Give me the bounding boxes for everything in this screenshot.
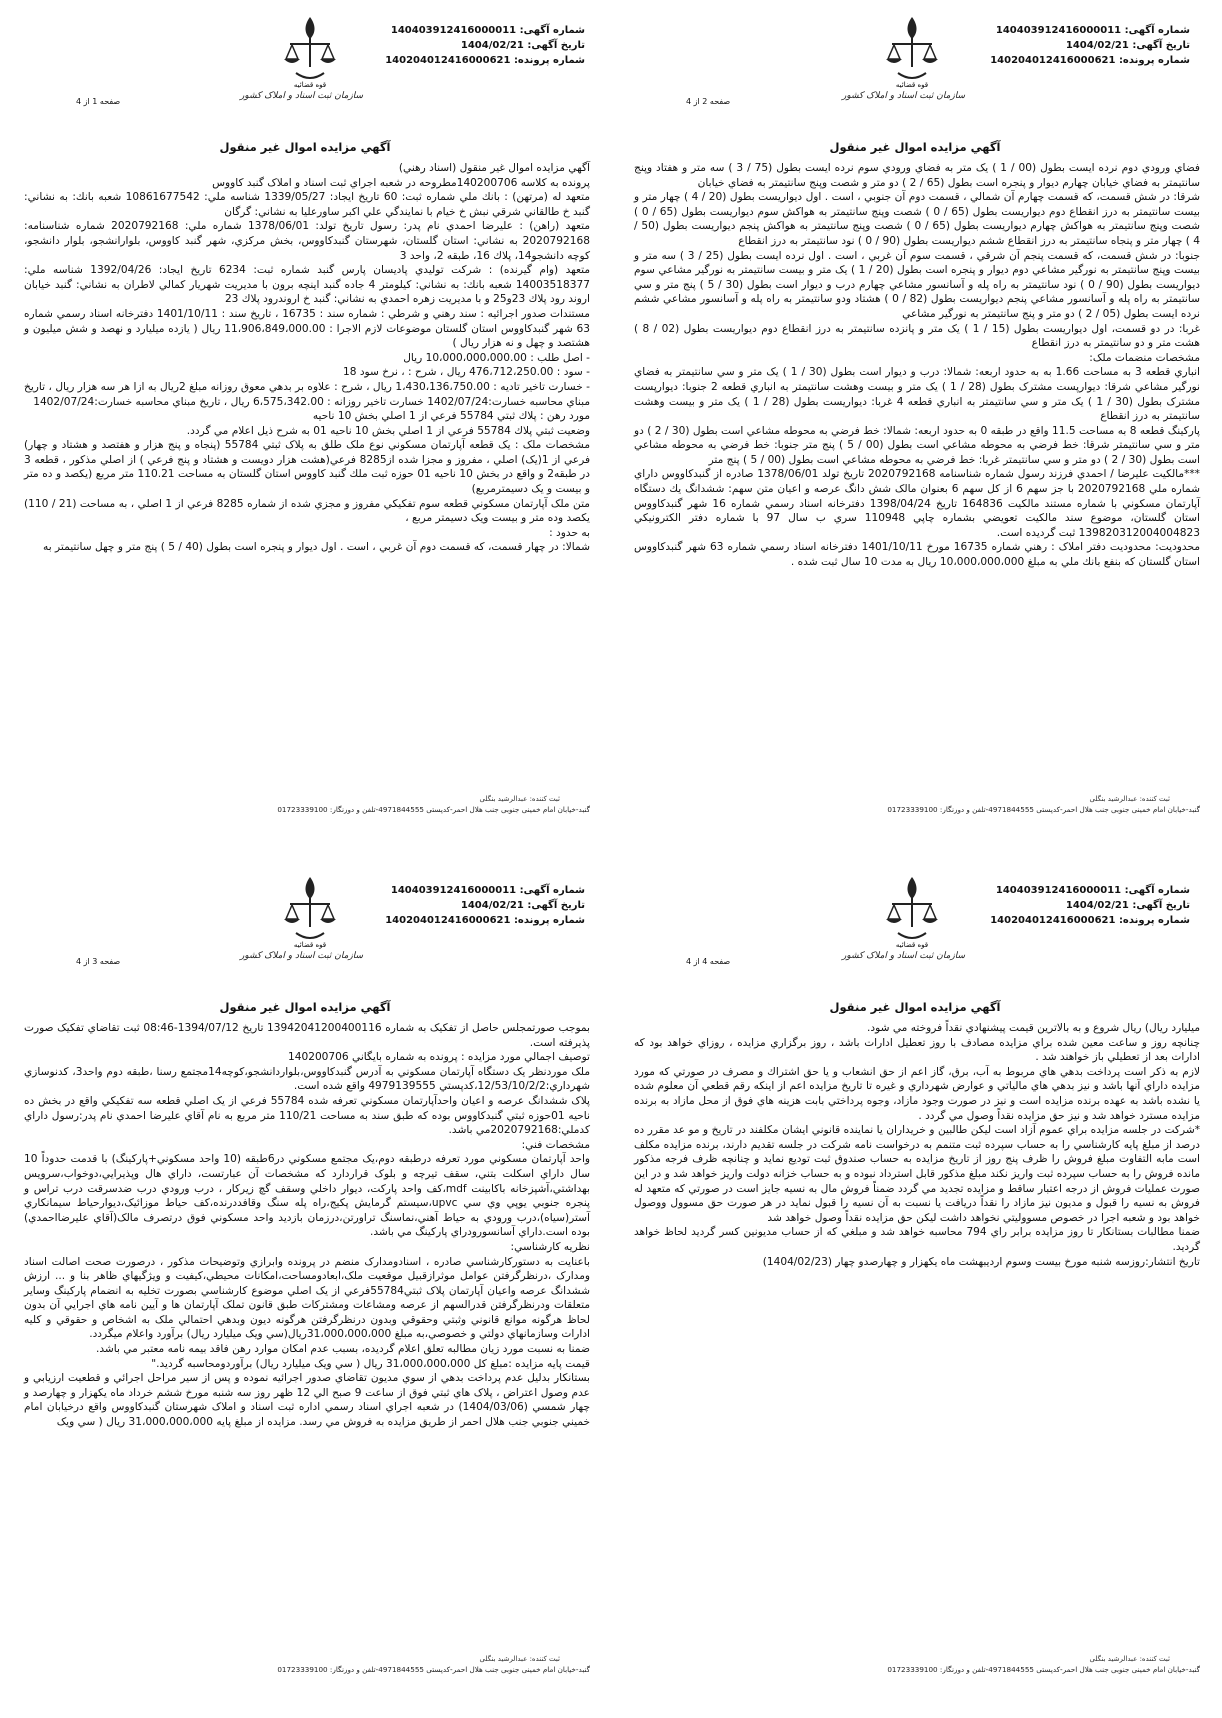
- ad-number-label: شماره آگهی:: [1124, 885, 1190, 896]
- judiciary-emblem-icon: [280, 871, 340, 949]
- paragraph: غربا: در دو قسمت، اول ديواريست بطول (15 / 1 ) يک متر و پانزده سانتيمتر به درز انقطاع دوم ديواريست بطول (02 / 8 ) هشت متر و دو سانتيمتر به درز انقطاع: [634, 322, 1200, 350]
- paragraph: مورد رهن : پلاك ثبتي 55784 فرعي از 1 اصلي بخش 10 ناحيه: [312, 410, 590, 423]
- emblem-caption: قوه قضائیه: [293, 81, 327, 89]
- notice-title: آگهي مزايده اموال غير منقول: [829, 140, 1001, 154]
- signer: [630, 1655, 1200, 1663]
- paragraph: متعهد له (مرتهن) : بانك ملي شماره ثبت: 60 تاريخ ايجاد: 1339/05/27 شناسه ملي: 10861677542 شعبه بانك: به نشاني: گنبد خ طالقاني شرقي نبش خ خيام با نمايندگي علي اكبر ساورعليا به نشاني: گرگان: [24, 191, 590, 218]
- ad-number-value: 140403912416000011: [995, 885, 1122, 896]
- ad-date-row: [975, 38, 1190, 53]
- paragraph: *شرکت در جلسه مزايده براي عموم آزاد است ليکن طالبين و خريداران يا نماينده قانوني ايشان مکلفند در تاريخ و مو عد مقرر ده درصد از مبلغ پايه کارشناسي را به حساب سپرده ثبت متنمم به درخواست نامه شركت در جلسه تقديم دارند، برنده مزايده مکلف است مابه التفاوت مبلغ فروش را ظرف پنج روز از تاريخ مزايده به حساب صندوق ثبت توديع نمايد و چنانچه ظرف فرجه مذکور مانده فروش را به حساب سپرده ثبت واريز نكند مبلغ مذکور قابل استرداد نبوده و به حساب خزانه دولت واريز خواهد شد و در اين صورت عمليات فروش از درجه اعتبار ساقط و مزايده تجديد مي گردد ضمناً فروش مال به نسيه جايز است در صورتي كه متعهد له فروش به نسيه را قبول و مديون نيز مازاد را نقداً دريافت يا نسبت به آن نسيه را قبول نمايد در هر صورت حق مسوول ووصول خواهد بود و شعبه اجرا در خصوص مسوولیتي نخواهد داشت ليکن حق مزايده نقداً وصول خواهد شد: [634, 1124, 1200, 1224]
- ad-number-row: [385, 23, 585, 38]
- file-number-row: [385, 913, 585, 928]
- file-number-label: شماره پرونده:: [1118, 55, 1190, 66]
- emblem-caption: قوه قضائیه: [895, 81, 929, 89]
- paragraph: فضاي ورودي دوم نرده ايست بطول (00 / 1 ) يک متر به فضاي ورودي سوم نرده ايست بطول (75 / 3 ) سه متر و هفتاد وپنج سانتيمتر به فضاي خيابان چهارم ديوار و پنجره است بطول (65 / 2 ) دو متر و شصت وپنج سانتيمتر به فضاي خيابان: [634, 162, 1200, 189]
- ad-date-label: تاریخ آگهی:: [1132, 40, 1190, 51]
- paragraph: آگهي مزايده اموال غير منقول (اسناد رهني): [398, 162, 590, 174]
- paragraph: مشخصات منضمات ملک:: [1089, 351, 1200, 364]
- paragraph: بستانکار بدليل عدم پرداخت بدهي از سوي مديون تقاضاي صدور اجرائيه نموده و پس از سير مراحل اجرائي و قطعيت ارزيابي و عدم وصول اعتراض ، پلاک هاي ثبتي فوق از ساعت 9 صبح الي 12 ظهر روز سه شنبه مورخ ششم خرداد ماه يکهزار و چهارصد و چهار شمسي (1404/03/06) در شعبه اجراي اسناد رسمي اداره ثبت اسناد و املاک شهرستان گنبدکاووس واقع درخيابان امام خميني جنوبي جنب هلال احمر از طريق مزايده به فروش مي رسد. مزايده از مبلغ پايه 31،000،000،000 ريال ( سي ويک: [24, 1372, 590, 1429]
- ad-date-row: [975, 898, 1190, 913]
- signer: [630, 795, 1200, 803]
- signer: [20, 795, 590, 803]
- paragraph: شرقا: در شش قسمت، که قسمت چهارم آن شمالي ، قسمت دوم آن جنوبي ، است . اول ديواريست بطول (20 / 4 ) چهار متر و بيست سانتيمتر به درز انقطاع دوم ديواريست بطول (65 / 0 ) شصت وپنج سانتيمتر به هواكش سوم ديواريست بطول (65 / 0 ) شصت وپنج سانتيمتر به هواكش چهارم ديواريست بطول (65 / 0 ) شصت وپنج سانتيمتر به هواكش پنجم ديواريست بطول (50 / 4 ) چهار متر و پنجاه سانتيمتر به درز انقطاع ششم ديواريست بطول (90 / 0 ) نود سانتيمتر به درز انقطاع: [634, 191, 1201, 247]
- notice-body: [634, 161, 1200, 570]
- page-header: [620, 5, 1210, 135]
- notice-title: آگهي مزايده اموال غير منقول: [219, 1000, 391, 1014]
- notice-page-3: [10, 865, 600, 1705]
- paragraph: پارکينگ قطعه 8 به مساحت 11.5 واقع در طبقه 0 به حدود اربعه: شمالا: خط فرضي به محوطه مشاعي است بطول (30 / 2 ) دو متر و سي سانتيمتر شرقا: خط فرضي به محوطه مشاعي است بطول (00 / 5 ) پنج متر جنوبا: خط فرضي به محوطه مشاعي است بطول (30 / 2 ) دو متر و سي سانتيمتر غربا: خط فرضي به محوطه مشاعي است بطول (00 / 5 ) پنج متر: [634, 424, 1201, 466]
- paragraph: - سود : 476،712،250.00 ريال ، شرح : ، نرخ سود 18: [342, 366, 590, 379]
- paragraph: وضعيت ثبتي پلاك 55784 فرعي از 1 اصلي بخش 10 ناحيه 01 به شرح ذيل اعلام مي گردد.: [186, 424, 590, 437]
- signer-label: ثبت کننده:: [1139, 795, 1170, 803]
- file-number-row: [975, 53, 1190, 68]
- page-footer: [630, 1655, 1200, 1674]
- paragraph: ضمنا مطالبات بستانکار تا روز مزايده برابر راي 794 محاسبه خواهد شد و مبلغي كه از حساب مديونين كسر گرديد لحاظ خواهد گرديد.: [634, 1226, 1200, 1253]
- signer-name: عبدالرشید بنگلی: [1089, 1655, 1138, 1663]
- paragraph: چنانچه روز و ساعت معين شده براي مزايده مصادف با روز تعطيل ادارات باشد ، روز برگزاري مزايده ، روزاي خواهد بود كه ادارات بعد از تعطيلي باز خواهند شد .: [634, 1036, 1200, 1064]
- paragraph: انباري قطعه 3 به مساحت 1.66 به به حدود اربعه: شمالا: درب و ديوار است بطول (30 / 1 ) يک متر و سي سانتيمتر به فضاي نورگير مشاعي شرقا: ديوارپست مشترک بطول (28 / 1 ) يک متر و بيست وهشت سانتيمتر به انباري قطعه 2 جنوبا: ديوارپست مشترک بطول (30 / 1 ) يک متر و سي سانتيمتر به انباري قطعه 4 غربا: ديواريست بطول (28 / 1 ) يک متر و بيست وهشت سانتيمتر به درز انقطاع: [634, 366, 1201, 423]
- file-number-value: 140204012416000621: [385, 55, 511, 66]
- signer-name: عبدالرشید بنگلی: [479, 1655, 528, 1663]
- paragraph: ضمنا به نسبت مورد زيان مطالبه تعلق اعلام گرديده، بسبب عدم امکان موارد رهن فاقد بيمه نامه معتبر مي باشد.: [95, 1343, 590, 1356]
- org-name: سازمان ثبت اسناد و املاک کشور: [240, 951, 364, 961]
- ad-date-value: 1404/02/21: [1065, 900, 1129, 911]
- paragraph: - اصل طلب : 10،000،000،000.00 ريال: [403, 351, 590, 364]
- paragraph: باعنايت به دستورکارشناسي صادره ، اسنادومدارک منضم در پرونده وابرازي وتوضيحات مذکور ، درصورت صحت اصالت اسناد ومدارک ،درنظرگرفتن عوامل موثرازقبيل موقعيت ملک،ابعادومساحت،امکانات محيطي،کيفيت و ويژگيهاي ظاهر بنا و ... ارزش ششدانگ عرصه واعيان آپارتمان پلاک ثبتي55784فرعي از يک اصلي موضوع کارشناسي بصورت تخليه به انضمام پارکينگ وساير متعلقات ودرنظرگرفتن قدرالسهم از عرصه ومشاعات ومشترکات طبق قانون تملک آپارتمان ها و آيين نامه هاي اجرايي آن بدون لحاظ هرگونه موانع قانوني وثبتي وحقوقي وبدون درنظرگرفتن هرگونه ديون وبدهي احتمالي ملک به اشخاص و حقوقي و کليه ادارات وسازمانهاي دولتي و خصوصي،به مبلغ 31،000،000،000ريال(سي ويک ميليارد ريال) برآورد واعلام ميگردد.: [24, 1255, 590, 1341]
- ad-number-value: 140403912416000011: [995, 25, 1122, 36]
- paragraph: متن ملک آپارتمان مسکوني قطعه سوم تفکيکي مفروز و مجزي شده از شماره 8285 فرعي از 1 اصلي ، به مساحت (21 / 110) يکصد وده متر و بيست ويک دسيمتر مربع ،: [24, 497, 590, 525]
- paragraph: جنوبا: در شش قسمت، كه قسمت پنجم آن شرقي ، قسمت سوم آن غربي ، است . اول نرده ايست بطول (25 / 3 ) سه متر و بيست وپنج سانتيمتر به نورگير مشاعي دوم ديوار و پنجره است بطول (20 / 1 ) يک متر و بيست سانتيمتر به نورگير مشاعي سوم ديواريست بطول (90 / 0 ) نود سانتيمتر به راه پله و آسانسور مشاعي چهارم درب و ديوار است بطول (30 / 5 ) پنج متر و سي سانتيمتر به راه پله و آسانسور مشاعي پنجم ديواريست بطول (82 / 0 ) هشتاد ودو سانتيمتر به راه پله و آسانسور مشاعي ششم نرده ايست بطول (05 / 2 ) دو متر و پنج سانتيمتر به نورگير مشاعي: [634, 249, 1201, 320]
- paragraph: لازم به ذكر است پرداخت بدهي هاي مربوط به آب، برق، گاز اعم از حق انشعاب و يا حق اشتراك و مصرف در صورتي كه مورد مزايده داراي آنها باشد و نيز بدهي هاي مالياتي و عوارض شهرداري و غيره تا تاريخ مزايده اعم از اينكه رقم قطعي آن معلوم شده يا نشده باشد به عهده برنده مزايده است و نيز در صورت وجود مازاد، وجوه پرداختي بابت هزينه هاي فوق از محل مازاد به برنده مزايده مسترد خواهد شد و نيز حق مزايده نقداً وصول مي گردد .: [634, 1065, 1200, 1122]
- judiciary-emblem-icon: [882, 11, 942, 89]
- paragraph: محدوديت: محدوديت دفتر املاک : رهني شماره 16735 مورخ 1401/10/11 دفترخانه اسناد رسمي شماره 63 شهر گنبدكاووس استان گلستان كه بنفع بانك ملي به مبلغ 10،000،000،000 ريال به مدت 10 سال ثبت شده .: [634, 541, 1200, 569]
- paragraph: متعهد (وام گيرنده) : شركت توليدي پاديسان پارس گنبد شماره ثبت: 6234 تاريخ ايجاد: 1392/04/26 شناسه ملي: 14003518377 شعبه بانك: به نشاني: كيلومتر 4 جاده گنبد اينچه برون با مديريت شهريار كمالي لاطران به نشاني: گنبد خيابان اروند رود پلاك 23و25 و با مديريت زهره احمدي به نشاني: گنبد خ اروندرود پلاك 23: [24, 264, 590, 306]
- signer-label: ثبت کننده:: [529, 1655, 560, 1663]
- paragraph: به حدود :: [549, 526, 590, 539]
- paragraph: تاريخ انتشار:روزسه شنبه مورخ بيست وسوم ارديبهشت ماه يکهزار و چهارصدو چهار (1404/02/23): [762, 1255, 1200, 1268]
- paragraph: مستندات صدور اجرائيه : سند رهني و شرطي : شماره سند : 16735 ، تاريخ سند : 1401/10/11 دفترخانه اسناد رسمي شماره 63 شهر گنبدكاووس استان گلستان موضوعات لازم الاجرا : 11،906،849،000.00 ريال ( يازده ميليارد و نهصد و شش ميليون و هشتصد و چهل و نه هزار ريال ): [24, 307, 590, 350]
- ad-date-value: 1404/02/21: [460, 900, 524, 911]
- page-header: [10, 5, 600, 135]
- file-number-value: 140204012416000621: [990, 915, 1116, 926]
- paragraph: شمالا: در چهار قسمت، که قسمت دوم آن غربي ، است . اول ديوار و پنجره است بطول (40 / 5 ) پنج متر و چهل سانتيمتر به: [43, 541, 590, 554]
- notice-page-2: [620, 5, 1210, 845]
- page-footer: [20, 795, 590, 814]
- judiciary-emblem-icon: [280, 11, 340, 89]
- notice-title: آگهي مزايده اموال غير منقول: [829, 1000, 1001, 1014]
- paragraph: توصيف اجمالي مورد مزايده : پرونده به شماره بايگاني 140200706: [287, 1051, 590, 1064]
- notice-meta: [385, 883, 585, 928]
- signer-label: ثبت کننده:: [1139, 1655, 1170, 1663]
- ad-date-row: [385, 38, 585, 53]
- page-number: صفحه 3 از 4: [76, 957, 121, 966]
- paragraph: پلاک ششدانگ عرصه و اعيان واحدآپارتمان مسکوني تعرفه شده 55784 فرعي از يک اصلي قطعه سه تفکيکي واقع در بخش ده ناحيه 01حوزه ثبتي گنبدکاووس بوده که طبق سند به مساحت 110/21 متر مربع به نام آقاي عليرضا احمدي نام پدر:رسول داراي کدملي:2020792168مي باشد.: [24, 1094, 590, 1137]
- paragraph: - خسارت تاخير تاديه : 1،430،136،750.00 ريال ، شرح : علاوه بر بدهي معوق روزانه مبلغ 2ريال به ازا هر سه هزار ريال ، تاريخ مبناي محاسبه خسارت:1402/07/24 خسارت تاخير روزانه : 6،575،342.00 ريال ، تاريخ مبناي محاسبه خسارت:1402/07/24: [24, 380, 590, 408]
- page-number: صفحه 2 از 4: [686, 97, 731, 106]
- ad-number-row: [975, 883, 1190, 898]
- notice-body: [24, 161, 590, 555]
- office-address: گنبد-خیابان امام خمینی جنوبی جنب هلال احمر-کدپستی 4971844555-تلفن و دورنگار: 01723339100: [277, 1665, 590, 1674]
- paragraph: ملک موردنظر يک دستگاه آپارتمان مسکوني به آدرس گنبدکاووس،بلواردانشجو،کوچه14مجتمع رسنا ،طبقه دوم واحد3، کدنوسازي شهرداري:12/53/10/2/2،کدپستي 4979139555 واقع شده است.: [24, 1065, 590, 1093]
- file-number-value: 140204012416000621: [385, 915, 511, 926]
- emblem-caption: قوه قضائیه: [895, 941, 929, 949]
- notice-page-1: [10, 5, 600, 845]
- org-name: سازمان ثبت اسناد و املاک کشور: [842, 951, 966, 961]
- office-address: گنبد-خیابان امام خمینی جنوبی جنب هلال احمر-کدپستی 4971844555-تلفن و دورنگار: 01723339100: [277, 805, 590, 814]
- paragraph: مشخصات ملک : يک قطعه آپارتمان مسکوني نوع ملک طلق به پلاک ثبتي 55784 (پنجاه و پنج هزار و هفتصد و هشتاد و چهار) فرعي از 1(يک) اصلي ، مفروز و مجزا شده از8285 فرعي(هشت هزار دويست و هشتاد و پنج فرعي ) از اصلي مذکور ، قطعه 3 در طبقه2 و واقع در بخش 10 ناحيه 01 حوزه ثبت ملك گنبد كاووس استان گلستان به مساحت 110.21 متر مربع (يکصد و ده متر و بيست و يک دسيمترمربع): [24, 439, 591, 496]
- file-number-label: شماره پرونده:: [1118, 915, 1190, 926]
- file-number-value: 140204012416000621: [990, 55, 1116, 66]
- ad-number-label: شماره آگهی:: [519, 25, 585, 36]
- ad-number-value: 140403912416000011: [390, 885, 517, 896]
- page-number: صفحه 4 از 4: [686, 957, 731, 966]
- judiciary-emblem-icon: [882, 871, 942, 949]
- emblem-caption: قوه قضائیه: [293, 941, 327, 949]
- ad-date-label: تاریخ آگهی:: [527, 40, 585, 51]
- notice-body: [24, 1021, 590, 1430]
- paragraph: نظريه کارشناسي:: [510, 1240, 590, 1253]
- notice-body: [634, 1021, 1200, 1269]
- paragraph: بموجب صورتمجلس حاصل از تفکيک به شماره 13942041200400116 تاريخ 1394/07/12-08:46 ثبت تقاضاي تفکيک صورت پذيرفته است.: [24, 1022, 590, 1049]
- page-footer: [630, 795, 1200, 814]
- page-footer: [20, 1655, 590, 1674]
- signer: [20, 1655, 590, 1663]
- org-name: سازمان ثبت اسناد و املاک کشور: [842, 91, 966, 101]
- file-number-label: شماره پرونده:: [513, 915, 585, 926]
- page-number: صفحه 1 از 4: [76, 97, 121, 106]
- ad-number-row: [385, 883, 585, 898]
- paragraph: قيمت پايه مزايده :مبلغ کل 31،000،000،000 ريال ( سي ويک ميليارد ريال) برآوردومحاسبه گرديد.": [151, 1357, 590, 1370]
- paragraph: پرونده به کلاسه 140200706مطروحه در شعبه اجراي ثبت اسناد و املاک گنبد کاووس: [212, 176, 590, 189]
- file-number-row: [975, 913, 1190, 928]
- ad-number-value: 140403912416000011: [390, 25, 517, 36]
- ad-number-label: شماره آگهی:: [519, 885, 585, 896]
- ad-number-label: شماره آگهی:: [1124, 25, 1190, 36]
- notice-meta: [975, 883, 1190, 928]
- file-number-label: شماره پرونده:: [513, 55, 585, 66]
- notice-page-4: [620, 865, 1210, 1705]
- ad-date-label: تاریخ آگهی:: [527, 900, 585, 911]
- paragraph: ***مالکيت عليرضا / احمدي فرزند رسول شماره شناسنامه 2020792168 تاريخ تولد 1378/06/01 صادره از گنبدکاووس داراي شماره ملي 2020792168 با جز سهم 6 از کل سهم 6 بعنوان مالک شش دانگ عرصه و اعيان متن سهم: ششدانگ يك دستگاه آپارتمان مسكوني با شماره مستند مالکيت 164836 تاريخ 1398/04/24 دفترخانه اسناد رسمي شماره 16 شهر گنبدكاووس استان گلستان، موضوع سند مالكيت تعويضي بشماره چاپي 110948 سري ب سال 97 با شماره دفتر الكترونيكي 139820312004004823 ثبت گرديده است.: [634, 468, 1200, 539]
- notice-meta: [975, 23, 1190, 68]
- page-header: [10, 865, 600, 995]
- ad-date-label: تاریخ آگهی:: [1132, 900, 1190, 911]
- page-header: [620, 865, 1210, 995]
- org-name: سازمان ثبت اسناد و املاک کشور: [240, 91, 364, 101]
- notice-meta: [385, 23, 585, 68]
- office-address: گنبد-خیابان امام خمینی جنوبی جنب هلال احمر-کدپستی 4971844555-تلفن و دورنگار: 01723339100: [887, 805, 1200, 814]
- notice-title: آگهي مزايده اموال غير منقول: [219, 140, 391, 154]
- ad-date-row: [385, 898, 585, 913]
- paragraph: مشخصات فني:: [521, 1138, 590, 1151]
- ad-number-row: [975, 23, 1190, 38]
- paragraph: واحد آپارتمان مسکوني مورد تعرفه درطبقه دوم،يک مجتمع مسکوني در6طبقه (10 واحد مسکوني+پارکينگ) با قدمت حدوداً 10 سال داراي اسکلت بتني، سقف تيرچه و بلوک قراردارد که مشخصات آن عبارتست، داراي هال وپذيرايي،دوخواب،سرويس بهداشتي،آشپزخانه باکابينت mdf،کف واحد پارکت، ديوار داخلي وسقف گچ زيرکار ، درب ورودي درب ضدسرقت درب تراس و پنجره جنوبي يوپي وي سي upvc،سيستم گرمايش پکيج،راه پله سنگ وقافددرنده،کف حياط موزائيک،ديوارحياط سيمانکاري آستر(سياه)،درب ورودي به حياط آهني،نماسنگ تراورتن،درزمان بازديد واحد مسکوني فوق درتصرف مالک(آقاي عليرضااحمدي) بوده است.داراي آسانسورودراي پارکينگ مي باشد.: [24, 1153, 591, 1239]
- office-address: گنبد-خیابان امام خمینی جنوبی جنب هلال احمر-کدپستی 4971844555-تلفن و دورنگار: 01723339100: [887, 1665, 1200, 1674]
- file-number-row: [385, 53, 585, 68]
- ad-date-value: 1404/02/21: [1065, 40, 1129, 51]
- signer-name: عبدالرشید بنگلی: [1089, 795, 1138, 803]
- paragraph: متعهد (راهن) : عليرضا احمدي نام پدر: رسول تاريخ تولد: 1378/06/01 شماره ملي: 2020792168 شماره شناسنامه: 2020792168 به نشاني: استان گلستان، شهرستان گنبدكاووس، بخش مركزي، شهر گنبد كاووس، بلوارانشجو، بلوار دانشجو، كوچه دانشجو14، پلاك 16، طبقه 2، واحد 3: [24, 220, 591, 262]
- paragraph: ميليارد ريال) ريال شروع و به بالاترين قيمت پيشنهادي نقداً فروخته مي شود.: [867, 1022, 1200, 1034]
- signer-name: عبدالرشید بنگلی: [479, 795, 528, 803]
- signer-label: ثبت کننده:: [529, 795, 560, 803]
- ad-date-value: 1404/02/21: [460, 40, 524, 51]
